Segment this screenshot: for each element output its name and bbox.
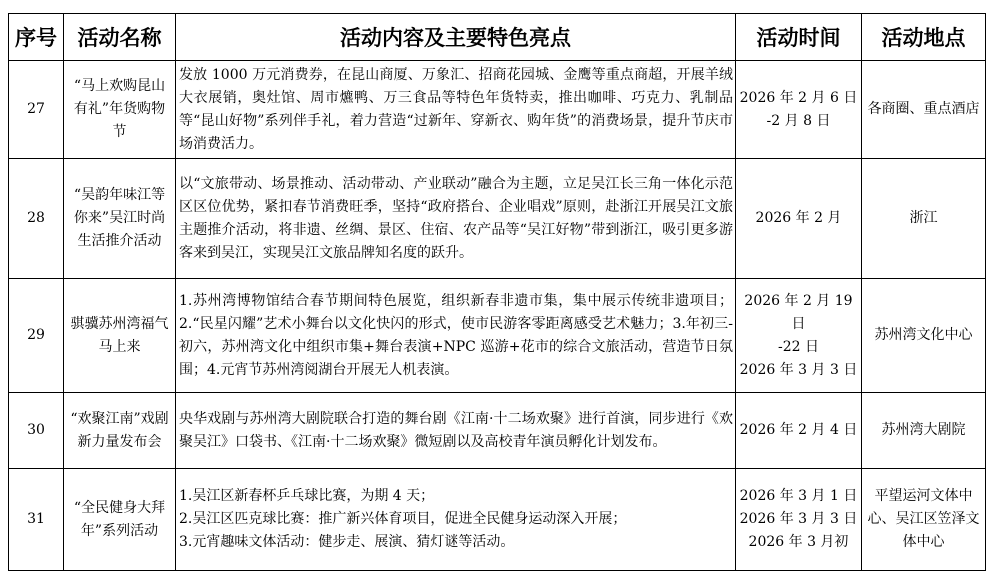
header-no: 序号 [9,14,64,61]
activity-time [736,279,862,393]
time-line: 2026 年 3 月 3 日 [739,361,858,378]
activity-place: 苏州湾大剧院 [862,393,986,469]
time-line: -2 月 8 日 [766,112,831,129]
header-place: 活动地点 [862,14,986,61]
activity-name: “吴韵年味江等你来”吴江时尚生活推介活动 [64,159,176,279]
activity-place: 平望运河文体中心、吴江区笠泽文体中心 [862,469,986,571]
activity-content: 央华戏剧与苏州湾大剧院联合打造的舞台剧《江南·十二场欢聚》进行首演，同步进行《欢聚吴江》口袋书、《江南·十二场欢聚》微短剧以及高校青年演员孵化计划发布。 [176,393,736,469]
table-row [9,469,986,571]
header-content: 活动内容及主要特色亮点 [176,14,736,61]
time-line: 2026 年 2 月 19 日 [744,292,853,332]
activity-place: 浙江 [862,159,986,279]
activity-content [176,469,736,571]
activity-content: 1.苏州湾博物馆结合春节期间特色展览，组织新春非遗市集，集中展示传统非遗项目；2.“民星闪耀”艺术小舞台以文化快闪的形式，使市民游客零距离感受艺术魅力；3.年初三-初六，苏州湾文化中组织市集+舞台表演+NPC 巡游+花市的综合文旅活动，营造节日氛围；4.元宵节苏州湾阅湖台开展无人机表演。 [176,279,736,393]
content-line: 2.吴江区匹克球比赛：推广新兴体育项目，促进全民健身运动深入开展； [179,511,627,527]
time-line: 2026 年 2 月 [755,210,842,226]
row-number: 28 [9,159,64,279]
table-row [9,159,986,279]
content-line: 1.吴江区新春杯乒乓球比赛，为期 4 天； [179,488,435,504]
header-row [9,14,986,61]
activity-content: 发放 1000 万元消费券，在昆山商厦、万象汇、招商花园城、金鹰等重点商超，开展羊绒大衣展销，奥灶馆、周市爊鸭、万三食品等特色年货特卖，推出咖啡、巧克力、乳制品等“昆山好物”系列伴手礼，着力营造“过新年、穿新衣、购年货”的消费场景，提升节庆市场消费活力。 [176,61,736,159]
activity-name: “全民健身大拜年”系列活动 [64,469,176,571]
time-line: 2026 年 2 月 4 日 [739,422,858,438]
header-time: 活动时间 [736,14,862,61]
table-row [9,61,986,159]
time-line: 2026 年 2 月 6 日 [739,89,858,106]
activity-place: 各商圈、重点酒店 [862,61,986,159]
table-row [9,393,986,469]
time-line: -22 日 [778,338,819,355]
row-number: 29 [9,279,64,393]
activity-time [736,159,862,279]
activity-content: 以“文旅带动、场景推动、活动带动、产业联动”融合为主题，立足吴江长三角一体化示范区区位优势，紧扣春节消费旺季，坚持“政府搭台、企业唱戏”原则，赴浙江开展吴江文旅主题推介活动，将非遗、丝绸、景区、住宿、农产品等“吴江好物”带到浙江，吸引更多游客来到吴江，实现吴江文旅品牌知名度的跃升。 [176,159,736,279]
time-line: 2026 年 3 月 3 日 [739,511,858,527]
content-line: 3.元宵趣味文体活动：健步走、展演、猜灯谜等活动。 [179,534,515,550]
activity-name: “欢聚江南”戏剧新力量发布会 [64,393,176,469]
activity-time [736,393,862,469]
activity-name: 骐骥苏州湾福气马上来 [64,279,176,393]
time-line: 2026 年 3 月初 [748,534,849,550]
activity-name: “马上欢购昆山有礼”年货购物节 [64,61,176,159]
table-row [9,279,986,393]
activity-time [736,469,862,571]
row-number: 27 [9,61,64,159]
time-line: 2026 年 3 月 1 日 [739,488,858,504]
activity-place: 苏州湾文化中心 [862,279,986,393]
row-number: 30 [9,393,64,469]
activity-time [736,61,862,159]
header-name: 活动名称 [64,14,176,61]
row-number: 31 [9,469,64,571]
activity-table [8,13,986,571]
